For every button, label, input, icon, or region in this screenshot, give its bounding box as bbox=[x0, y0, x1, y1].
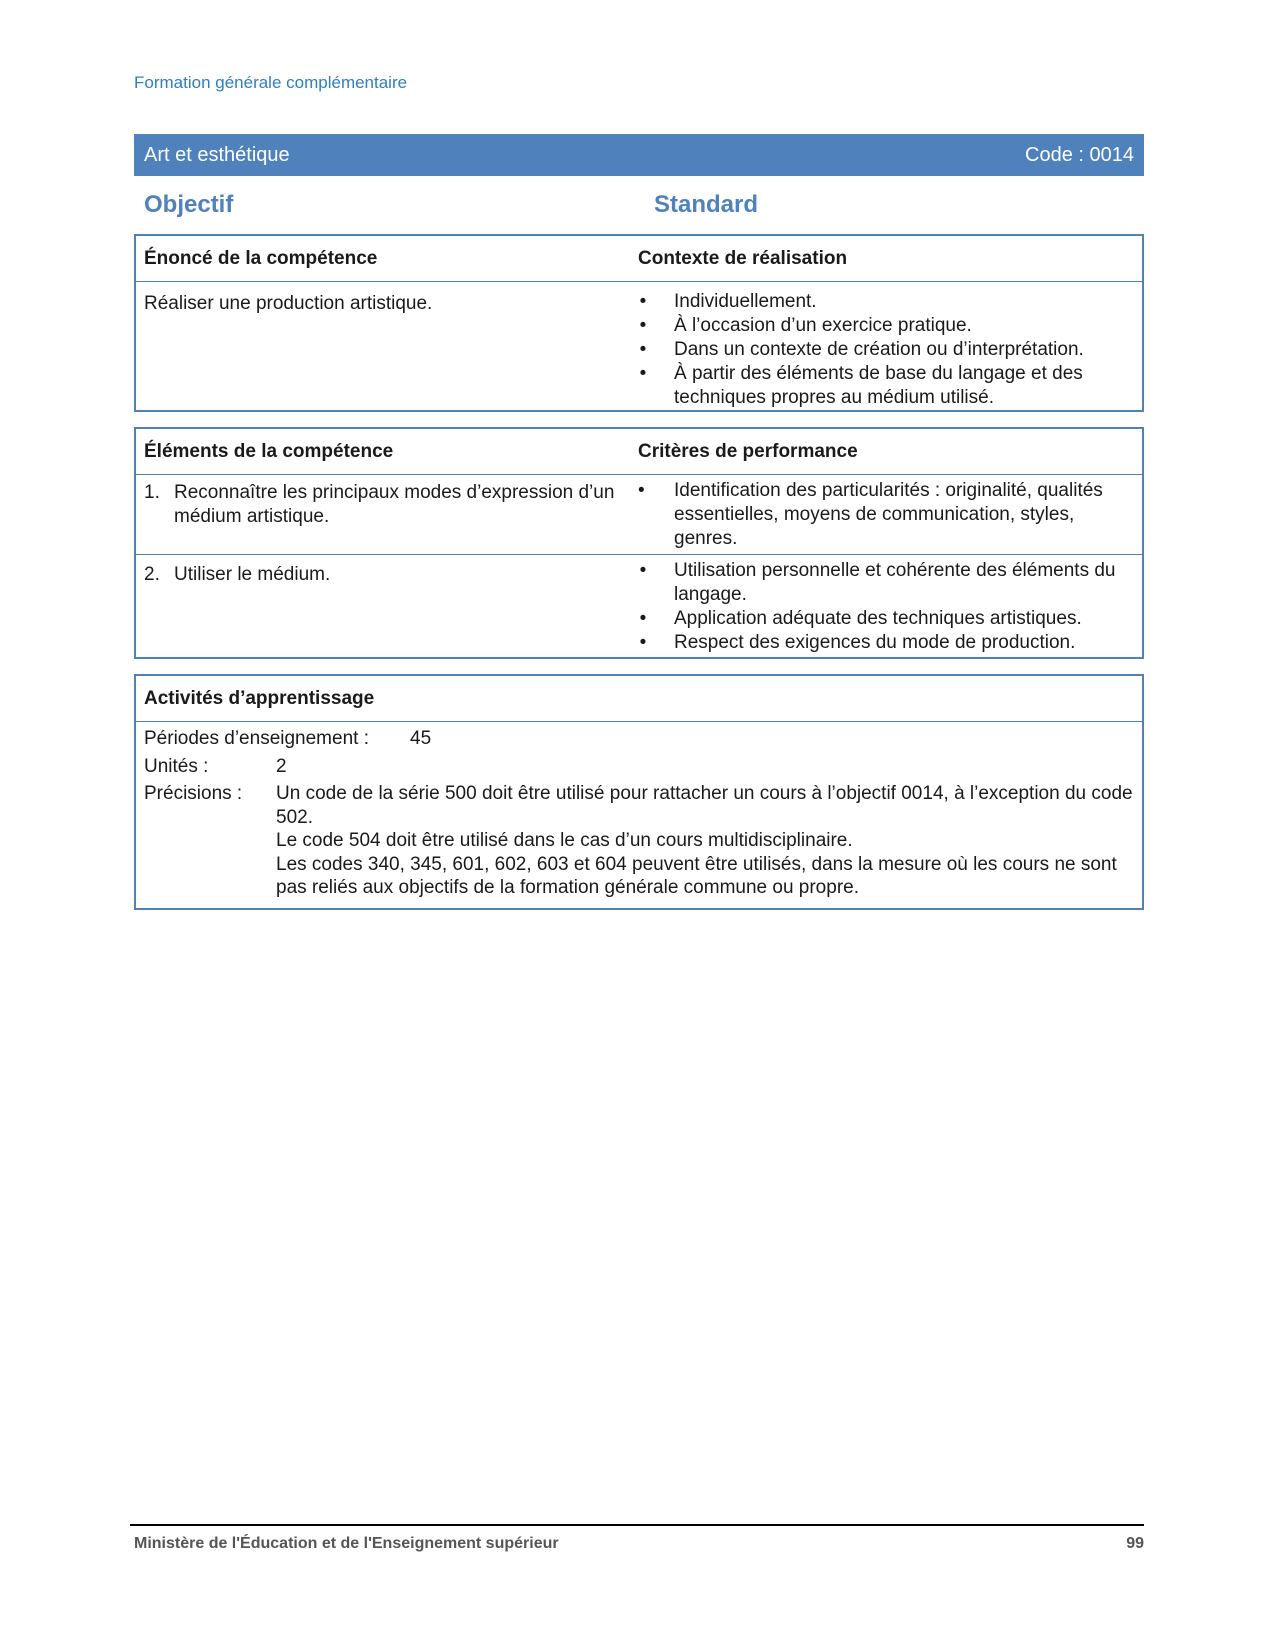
criteres-header: Critères de performance bbox=[638, 440, 858, 462]
precisions-text bbox=[276, 782, 1134, 900]
unites-line bbox=[144, 753, 1134, 781]
course-code: Code : 0014 bbox=[1025, 143, 1134, 166]
activites-box bbox=[134, 674, 1144, 910]
list-item: • Individuellement. bbox=[639, 291, 817, 312]
elements-box bbox=[134, 427, 1144, 659]
activites-header-row bbox=[136, 676, 1142, 721]
objectif-label: Objectif bbox=[144, 191, 234, 218]
course-title: Art et esthétique bbox=[144, 143, 290, 166]
periodes-label: Périodes d’enseignement : bbox=[144, 728, 369, 749]
enonce-text: Réaliser une production artistique. bbox=[144, 293, 433, 314]
bullet-icon: • bbox=[639, 339, 647, 360]
bullet-icon: • bbox=[639, 291, 647, 312]
precision-item: Les codes 340, 345, 601, 602, 603 et 604 peuvent être utilisés, dans la mesure où les cours ne sont pas reliés aux objectifs de la formation générale commune ou propre. bbox=[276, 853, 1117, 898]
list-item: • Identification des particularités : originalité, qualités essentielles, moyens de communication, styles, genres. bbox=[638, 480, 1103, 549]
list-item: • À partir des éléments de base du langage et des techniques propres au médium utilisé. bbox=[639, 363, 1083, 408]
activites-content-row bbox=[136, 721, 1142, 906]
list-item: • À l’occasion d’un exercice pratique. bbox=[639, 315, 972, 336]
precisions-block bbox=[144, 782, 1134, 900]
criteria-cell bbox=[638, 479, 1142, 554]
precision-item: Le code 504 doit être utilisé dans le cas d’un cours multidisciplinaire. bbox=[276, 830, 853, 851]
list-item: 2. Utiliser le médium. bbox=[144, 564, 331, 585]
enonce-box bbox=[134, 234, 1144, 412]
contexte-list bbox=[638, 290, 1134, 410]
table-row bbox=[136, 474, 1142, 554]
list-item: • Application adéquate des techniques artistiques. bbox=[639, 608, 1082, 629]
periodes-value: 45 bbox=[410, 728, 432, 749]
precisions-label: Précisions : bbox=[144, 783, 243, 804]
activites-header: Activités d’apprentissage bbox=[144, 687, 375, 709]
contexte-cell bbox=[638, 290, 1142, 408]
activites-body bbox=[136, 722, 1142, 906]
footer-divider bbox=[130, 1524, 1144, 1526]
title-bar bbox=[134, 134, 1144, 176]
unites-label: Unités : bbox=[144, 756, 209, 777]
elements-header-row bbox=[136, 429, 1142, 474]
elements-header: Éléments de la compétence bbox=[144, 440, 394, 462]
running-header: Formation générale complémentaire bbox=[134, 73, 408, 92]
enonce-content-row bbox=[136, 281, 1142, 408]
page-number: 99 bbox=[1126, 1535, 1144, 1552]
element-cell bbox=[136, 479, 638, 554]
contexte-header: Contexte de réalisation bbox=[638, 247, 848, 269]
periodes-line bbox=[144, 725, 1134, 753]
bullet-icon: • bbox=[639, 632, 647, 653]
enonce-header: Énoncé de la compétence bbox=[144, 247, 378, 269]
element-cell bbox=[136, 559, 638, 654]
bullet-icon: • bbox=[639, 560, 647, 581]
bullet-icon: • bbox=[639, 363, 647, 384]
list-item: 1. Reconnaître les principaux modes d’expression d’un médium artistique. bbox=[144, 482, 615, 527]
enonce-header-row bbox=[136, 236, 1142, 281]
bullet-icon: • bbox=[639, 315, 647, 336]
list-item: • Utilisation personnelle et cohérente des éléments du langage. bbox=[639, 560, 1116, 605]
bullet-icon: • bbox=[638, 480, 645, 501]
criteria-cell bbox=[638, 559, 1142, 654]
table-row bbox=[136, 554, 1142, 654]
bullet-icon: • bbox=[639, 608, 647, 629]
footer-publisher: Ministère de l'Éducation et de l'Enseignement supérieur bbox=[134, 1535, 559, 1552]
standard-label: Standard bbox=[654, 191, 759, 218]
list-item: • Respect des exigences du mode de production. bbox=[639, 632, 1076, 653]
precision-item: Un code de la série 500 doit être utilisé pour rattacher un cours à l’objectif 0014, à l’exception du code 502. bbox=[276, 783, 1133, 828]
list-item: • Dans un contexte de création ou d’interprétation. bbox=[639, 339, 1084, 360]
unites-value: 2 bbox=[276, 756, 287, 777]
